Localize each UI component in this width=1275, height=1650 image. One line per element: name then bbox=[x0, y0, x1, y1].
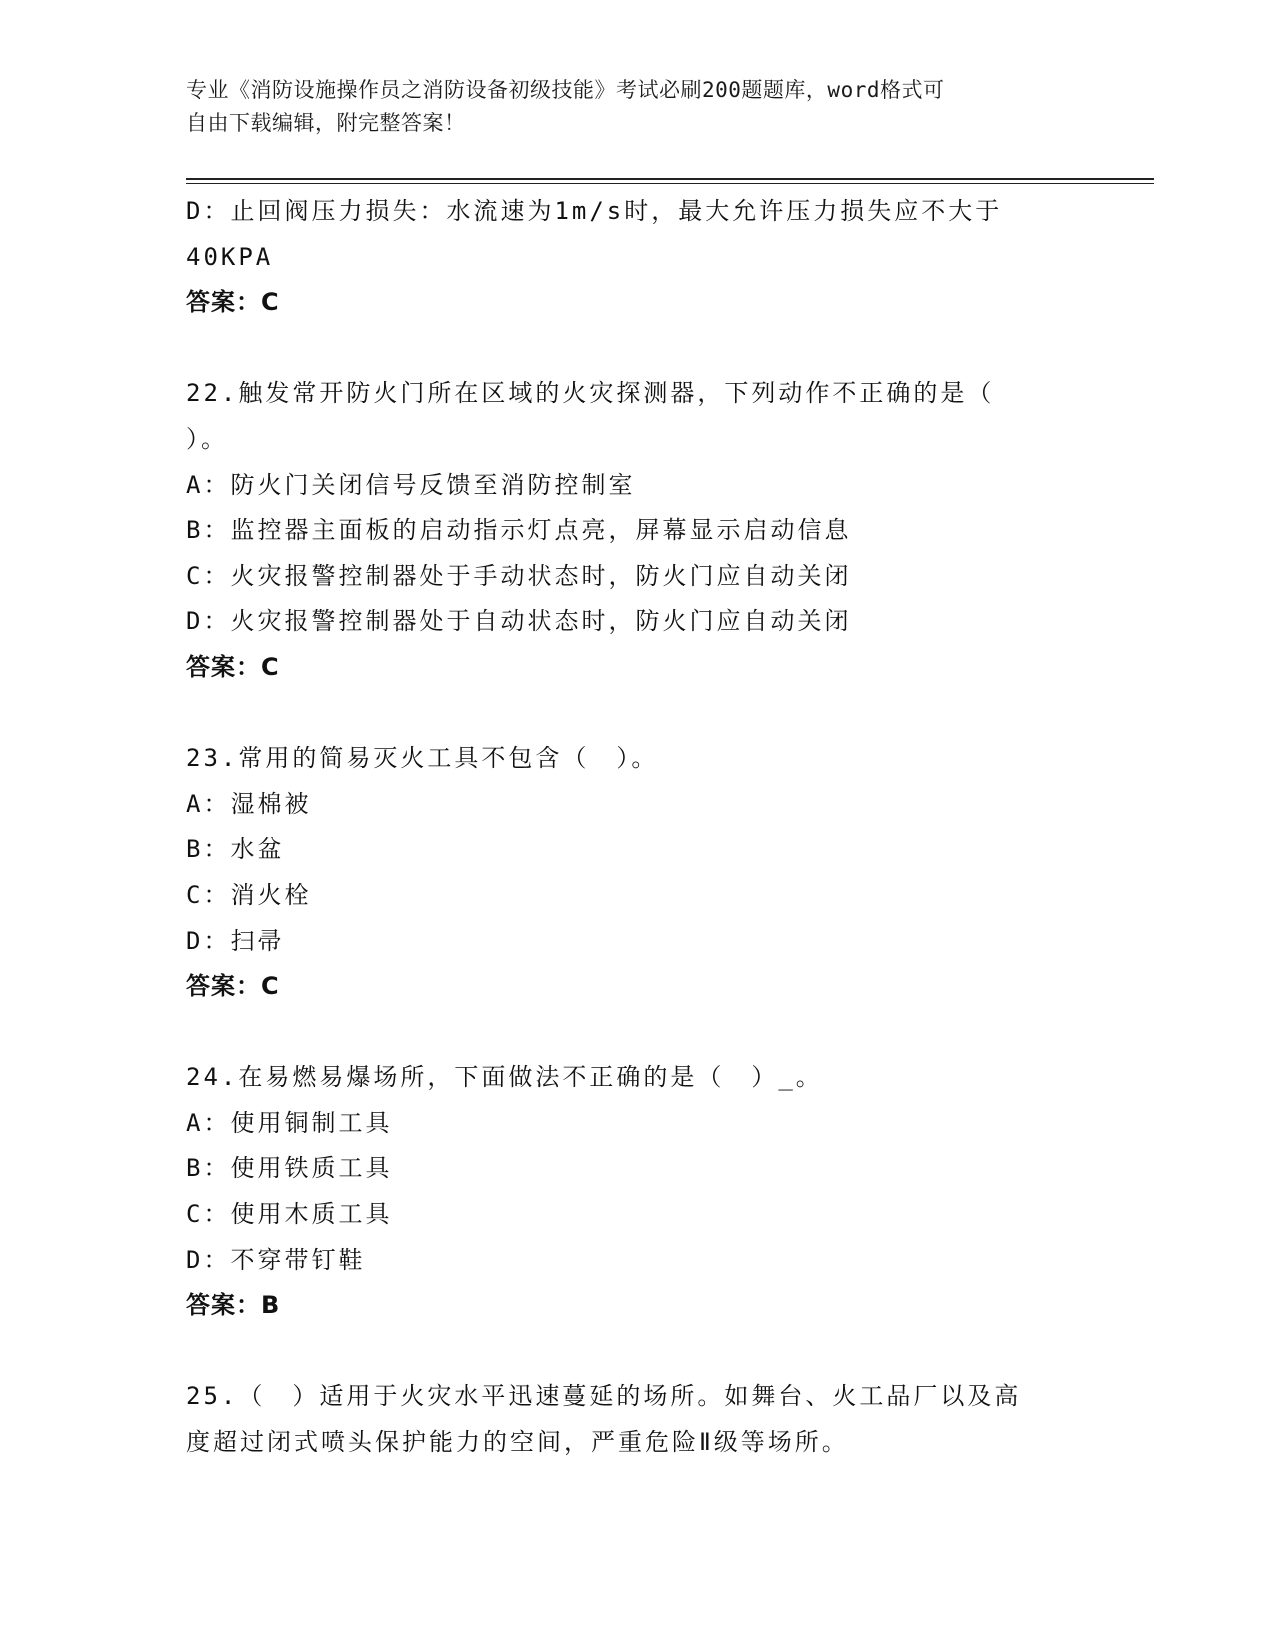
question-spacer bbox=[186, 691, 1086, 737]
option-d: D：扫帚 bbox=[186, 926, 285, 955]
question-spacer bbox=[186, 326, 1086, 372]
header-divider-thin bbox=[186, 183, 1154, 184]
question-spacer bbox=[186, 1010, 1086, 1056]
option-c: C：火灾报警控制器处于手动状态时，防火门应自动关闭 bbox=[186, 561, 852, 590]
question-block-22 bbox=[186, 371, 1086, 690]
question-block-25 bbox=[186, 1374, 1086, 1465]
question-block-24 bbox=[186, 1055, 1086, 1329]
option-d: D：火灾报警控制器处于自动状态时，防火门应自动关闭 bbox=[186, 607, 852, 636]
answer-label: 答案：C bbox=[186, 288, 280, 317]
answer-label: 答案：B bbox=[186, 1291, 281, 1320]
question-block-21 bbox=[186, 189, 1086, 326]
document-header bbox=[186, 74, 1086, 140]
option-a: A：湿棉被 bbox=[186, 789, 312, 818]
option-a: A：防火门关闭信号反馈至消防控制室 bbox=[186, 470, 636, 499]
option-d-line-2: 40KPA bbox=[186, 242, 274, 271]
question-text-line-1: 22.触发常开防火门所在区域的火灾探测器，下列动作不正确的是（ bbox=[186, 379, 995, 408]
question-text: 24.在易燃易爆场所，下面做法不正确的是（ ）_。 bbox=[186, 1063, 823, 1092]
option-b: B：使用铁质工具 bbox=[186, 1154, 393, 1183]
question-block-23 bbox=[186, 736, 1086, 1010]
option-b: B：水盆 bbox=[186, 835, 285, 864]
question-text-line-2: ）。 bbox=[186, 424, 228, 453]
question-text-line-2: 度超过闭式喷头保护能力的空间，严重危险Ⅱ级等场所。 bbox=[186, 1428, 849, 1457]
question-spacer bbox=[186, 1329, 1086, 1375]
header-title-line-1: 专业《消防设施操作员之消防设备初级技能》考试必刷200题题库，word格式可 bbox=[186, 78, 945, 102]
answer-label: 答案：C bbox=[186, 972, 280, 1001]
option-b: B：监控器主面板的启动指示灯点亮，屏幕显示启动信息 bbox=[186, 516, 852, 545]
option-a: A：使用铜制工具 bbox=[186, 1108, 393, 1137]
question-text-line-1: 25.（ ）适用于火灾水平迅速蔓延的场所。如舞台、火工品厂以及高 bbox=[186, 1382, 1022, 1411]
answer-label: 答案：C bbox=[186, 652, 280, 681]
question-text: 23.常用的简易灭火工具不包含（ ）。 bbox=[186, 744, 659, 773]
question-list bbox=[186, 189, 1086, 1466]
header-title-line-2: 自由下载编辑，附完整答案！ bbox=[186, 111, 466, 135]
option-c: C：使用木质工具 bbox=[186, 1200, 393, 1229]
option-d-line-1: D：止回阀压力损失：水流速为1m/s时，最大允许压力损失应不大于 bbox=[186, 197, 1003, 225]
option-d: D：不穿带钉鞋 bbox=[186, 1245, 366, 1274]
option-c: C：消火栓 bbox=[186, 880, 312, 909]
header-divider-thick bbox=[186, 178, 1154, 180]
